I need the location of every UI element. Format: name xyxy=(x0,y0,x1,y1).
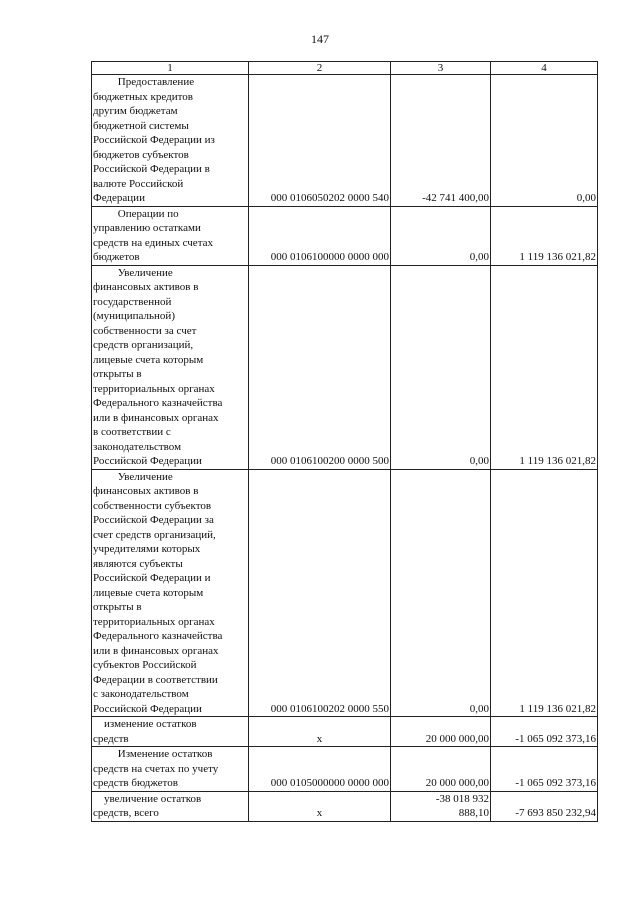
row-description: увеличение остатков средств, всего xyxy=(92,791,249,821)
row-value-col3: -42 741 400,00 xyxy=(391,75,491,207)
table-row xyxy=(92,75,598,207)
row-value-col3: -38 018 932 888,10 xyxy=(391,791,491,821)
row-description: Увеличение финансовых активов в собственности субъектов Российской Федерации за счет средств организаций, учредителями которых являются субъекты Российской Федерации и лицевые счета которым открыты в территориальных органах Федерального казначейства или в финансовых органах субъектов Российской Федерации в соответствии с законодательством Российской Федерации xyxy=(92,469,249,717)
table-header-row xyxy=(92,62,598,75)
row-value-col4: 1 119 136 021,82 xyxy=(491,206,598,265)
row-code: 000 0106100202 0000 550 xyxy=(249,469,391,717)
row-description: изменение остатков средств xyxy=(92,717,249,747)
table-row xyxy=(92,265,598,469)
column-header-2: 2 xyxy=(249,62,391,75)
row-value-col3: 0,00 xyxy=(391,469,491,717)
table-row xyxy=(92,469,598,717)
row-value-col4: -1 065 092 373,16 xyxy=(491,747,598,792)
row-description: Предоставление бюджетных кредитов другим бюджетам бюджетной системы Российской Федерации из бюджетов субъектов Российской Федерации в валюте Российской Федерации xyxy=(92,75,249,207)
row-value-col4: 1 119 136 021,82 xyxy=(491,265,598,469)
table-row xyxy=(92,791,598,821)
row-value-col3: 0,00 xyxy=(391,265,491,469)
row-value-col4: 1 119 136 021,82 xyxy=(491,469,598,717)
table-row xyxy=(92,717,598,747)
page-number: 147 xyxy=(311,32,329,46)
row-value-col3: 20 000 000,00 xyxy=(391,747,491,792)
column-header-1: 1 xyxy=(92,62,249,75)
column-header-4: 4 xyxy=(491,62,598,75)
row-description: Изменение остатков средств на счетах по учету средств бюджетов xyxy=(92,747,249,792)
row-code: 000 0105000000 0000 000 xyxy=(249,747,391,792)
row-description: Операции по управлению остатками средств на единых счетах бюджетов xyxy=(92,206,249,265)
table-row xyxy=(92,747,598,792)
row-value-col4: -7 693 850 232,94 xyxy=(491,791,598,821)
column-header-3: 3 xyxy=(391,62,491,75)
row-value-col3: 0,00 xyxy=(391,206,491,265)
row-code: 000 0106050202 0000 540 xyxy=(249,75,391,207)
row-code: x xyxy=(249,717,391,747)
row-code: 000 0106100200 0000 500 xyxy=(249,265,391,469)
row-code: x xyxy=(249,791,391,821)
row-description: Увеличение финансовых активов в государственной (муниципальной) собственности за счет средств организаций, лицевые счета которым открыты в территориальных органах Федерального казначейства или в финансовых органах в соответствии с законодательством Российской Федерации xyxy=(92,265,249,469)
row-code: 000 0106100000 0000 000 xyxy=(249,206,391,265)
row-value-col3: 20 000 000,00 xyxy=(391,717,491,747)
row-value-col4: -1 065 092 373,16 xyxy=(491,717,598,747)
budget-table xyxy=(91,61,598,822)
table-row xyxy=(92,206,598,265)
row-value-col4: 0,00 xyxy=(491,75,598,207)
